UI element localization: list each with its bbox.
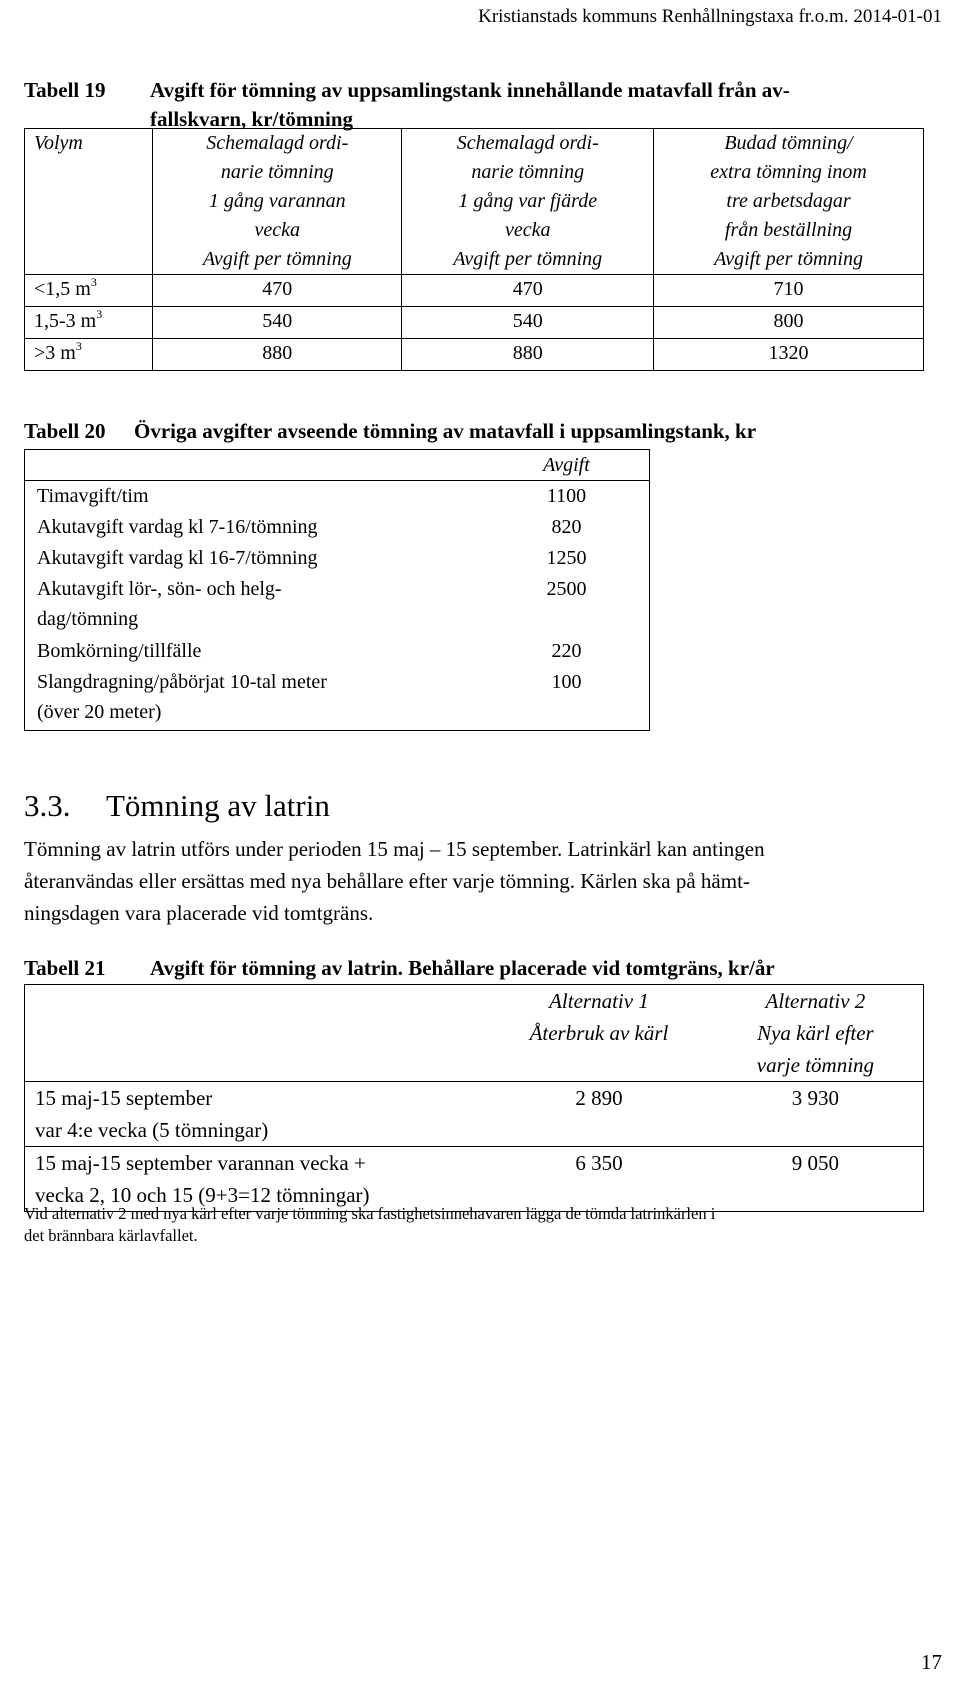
table19-volym [25, 307, 153, 339]
volym-text: <1,5 m [34, 278, 91, 300]
header-line: Nya kärl efter [757, 1021, 874, 1045]
header-line: tre arbetsdagar [726, 190, 851, 212]
table20-caption [24, 419, 944, 449]
table21-header-alt2 [708, 985, 924, 1082]
table20-row [25, 636, 650, 667]
section-number: 3.3. [24, 788, 71, 823]
label-line: Akutavgift vardag kl 7-16/tömning [37, 515, 318, 538]
table21-value: 2 890 [490, 1082, 708, 1147]
label-line: var 4:e vecka (5 tömningar) [35, 1118, 269, 1142]
table20-value: 1250 [484, 543, 650, 574]
header-line: narie tömning [471, 161, 585, 183]
header-line: 1 gång var fjärde [458, 190, 598, 212]
page-header: Kristianstads kommuns Renhållningstaxa fr.o.m. 2014-01-01 [478, 6, 942, 27]
table21-header-empty [25, 985, 491, 1082]
page-number: 17 [921, 1650, 942, 1674]
label-line: Akutavgift lör-, sön- och helg- [37, 577, 282, 600]
header-line: Budad tömning/ [724, 132, 853, 154]
header-line: Schemalagd ordi- [206, 132, 349, 154]
table20-header-avgift: Avgift [484, 450, 650, 481]
table20-label [25, 667, 484, 731]
table20-row [25, 481, 650, 512]
table19-header-row [25, 129, 924, 275]
header-line: varje tömning [756, 1053, 875, 1077]
table21-value: 3 930 [708, 1082, 924, 1147]
table19-value: 1320 [654, 339, 924, 371]
table20-value: 100 [484, 667, 650, 731]
header-line: Avgift per tömning [453, 248, 603, 270]
table21-value: 9 050 [708, 1147, 924, 1212]
table19-number: Tabell 19 [24, 78, 106, 102]
table19-header-col3 [654, 129, 924, 275]
volym-text: >3 m [34, 342, 76, 364]
header-line: från beställning [724, 219, 853, 241]
label-line: (över 20 meter) [37, 700, 162, 723]
label-line: Timavgift/tim [37, 485, 149, 507]
superscript: 3 [96, 307, 103, 321]
note-line: Vid alternativ 2 med nya kärl efter varje tömning ska fastighetsinnehavaren lägga de tömda latrinkärlen i [24, 1204, 716, 1223]
table20-label [25, 543, 484, 574]
table20-label [25, 481, 484, 512]
header-line: Avgift per tömning [202, 248, 352, 270]
table21-number: Tabell 21 [24, 956, 106, 980]
table20-value: 2500 [484, 574, 650, 636]
header-line: narie tömning [220, 161, 334, 183]
section-title: Tömning av latrin [106, 788, 330, 823]
label-line: Slangdragning/påbörjat 10-tal meter [37, 670, 327, 693]
table19-title-line1: Avgift för tömning av uppsamlingstank innehållande matavfall från av- [150, 78, 790, 102]
header-line: Alternativ 1 [549, 989, 649, 1013]
superscript: 3 [75, 339, 82, 353]
header-line: Avgift per tömning [714, 248, 863, 270]
table20-title: Övriga avgifter avseende tömning av matavfall i uppsamlingstank, kr [134, 419, 757, 443]
table19-title-line2: fallskvarn, kr/tömning [150, 107, 354, 131]
label-line: 15 maj-15 september varannan vecka + [35, 1151, 366, 1175]
table19-header-col1 [153, 129, 402, 275]
table20-value: 220 [484, 636, 650, 667]
table19-value: 710 [654, 275, 924, 307]
table19-value: 540 [153, 307, 402, 339]
table21-label [25, 1147, 491, 1212]
section-paragraph [24, 833, 944, 929]
table20-label [25, 574, 484, 636]
table21-note [24, 1203, 954, 1247]
label-line: Bomkörning/tillfälle [37, 639, 202, 662]
table21-row [25, 1082, 924, 1147]
table21-label [25, 1082, 491, 1147]
volym-text: 1,5-3 m [34, 310, 97, 332]
label-line: Akutavgift vardag kl 16-7/tömning [37, 546, 318, 569]
table20-value: 820 [484, 512, 650, 543]
header-line: vecka [254, 219, 301, 241]
table19 [24, 128, 924, 371]
table19-volym [25, 339, 153, 371]
table20-header-row [25, 450, 650, 481]
table21-header-alt1 [490, 985, 708, 1082]
table19-value: 470 [402, 275, 654, 307]
table19-header-col2 [402, 129, 654, 275]
table19-volym [25, 275, 153, 307]
header-line: vecka [504, 219, 551, 241]
table20-header-empty [25, 450, 484, 481]
table21-caption [24, 956, 944, 986]
table21-value: 6 350 [490, 1147, 708, 1212]
table20-label [25, 636, 484, 667]
table21 [24, 984, 924, 1212]
table20-row [25, 512, 650, 543]
table19-value: 540 [402, 307, 654, 339]
header-line: Alternativ 2 [765, 989, 866, 1013]
table20-number: Tabell 20 [24, 419, 106, 443]
table19-header-volym [25, 129, 153, 275]
table19-row [25, 339, 924, 371]
note-line: det brännbara kärlavfallet. [24, 1226, 198, 1245]
table19-value: 470 [153, 275, 402, 307]
table19-value: 880 [153, 339, 402, 371]
table21-row [25, 1147, 924, 1212]
table21-header-row [25, 985, 924, 1082]
table19-value: 800 [654, 307, 924, 339]
header-line: Återbruk av kärl [529, 1021, 669, 1045]
table20-row [25, 543, 650, 574]
table20-row [25, 667, 650, 731]
header-line: Volym [34, 132, 83, 154]
label-line: dag/tömning [37, 607, 139, 630]
header-line: extra tömning inom [710, 161, 867, 183]
table21-title: Avgift för tömning av latrin. Behållare placerade vid tomtgräns, kr/år [150, 956, 775, 980]
table19-row [25, 307, 924, 339]
table19-row [25, 275, 924, 307]
superscript: 3 [90, 275, 97, 289]
label-line: vecka 2, 10 och 15 (9+3=12 tömningar) [35, 1183, 370, 1207]
paragraph-line: ningsdagen vara placerade vid tomtgräns. [24, 901, 374, 925]
paragraph-line: Tömning av latrin utförs under perioden 15 maj – 15 september. Latrinkärl kan antingen [24, 837, 765, 861]
section-heading [24, 788, 624, 828]
label-line: 15 maj-15 september [35, 1086, 213, 1110]
header-line: Schemalagd ordi- [456, 132, 599, 154]
table20 [24, 449, 650, 731]
table20-row [25, 574, 650, 636]
table20-label [25, 512, 484, 543]
table19-value: 880 [402, 339, 654, 371]
header-line: 1 gång varannan [208, 190, 346, 212]
table20-value: 1100 [484, 481, 650, 512]
paragraph-line: återanvändas eller ersättas med nya behållare efter varje tömning. Kärlen ska på hämt- [24, 869, 750, 893]
